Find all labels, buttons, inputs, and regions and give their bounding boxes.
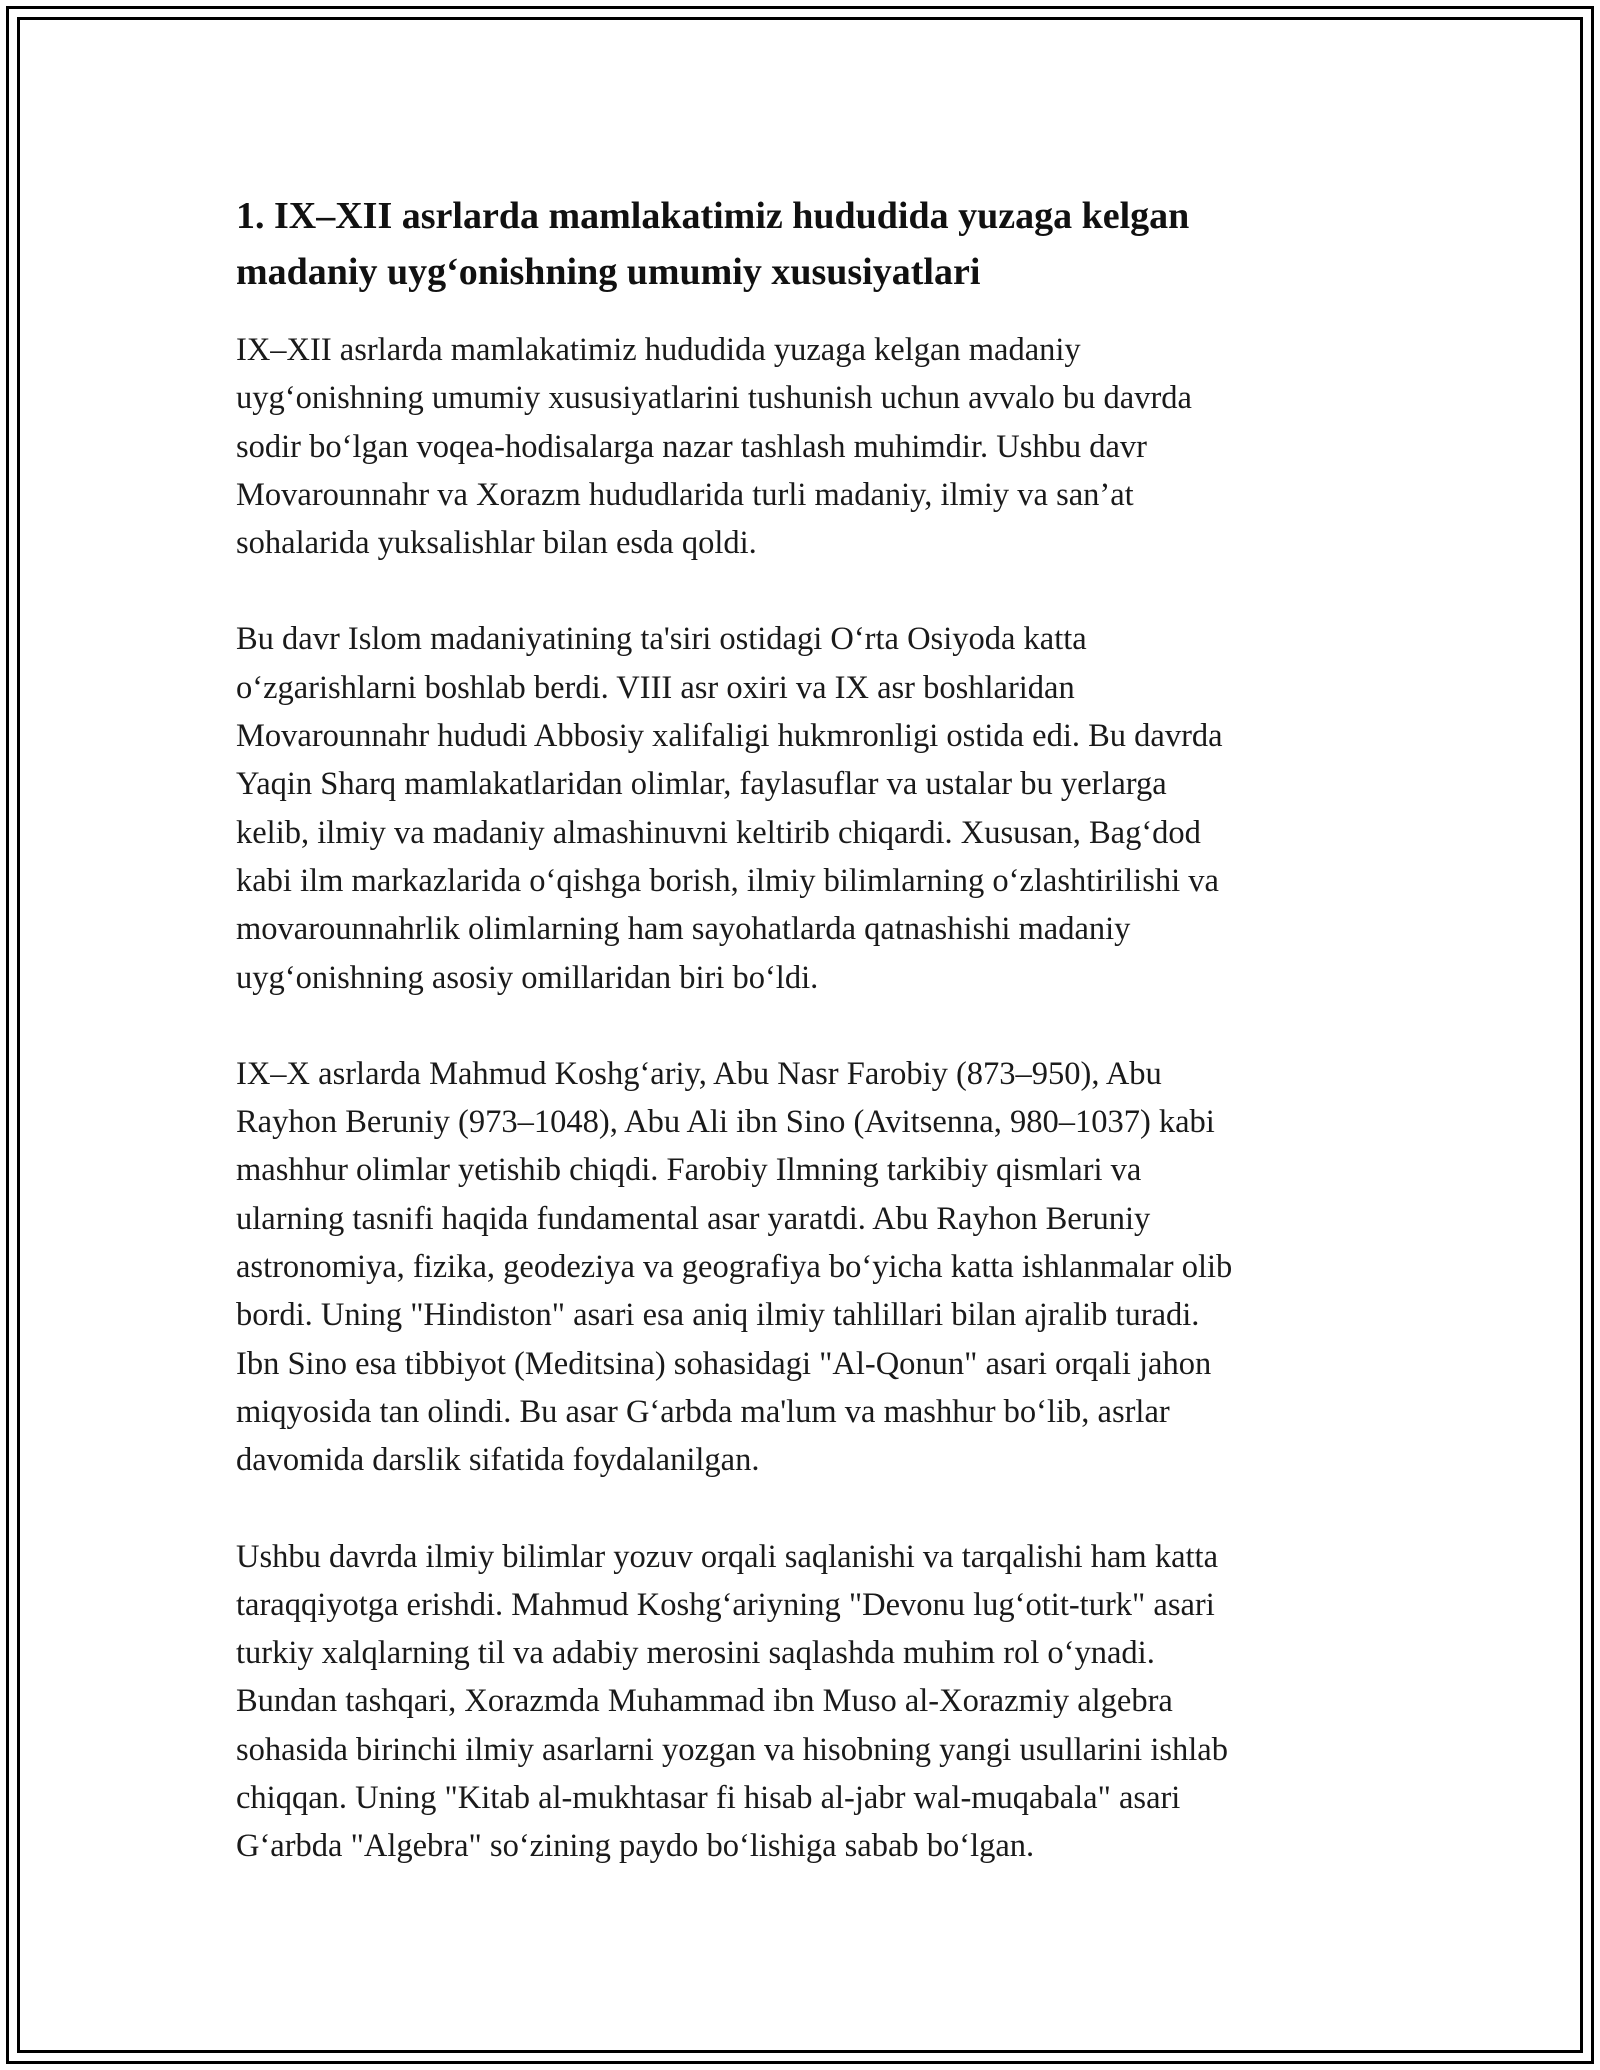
text-line: davomida darslik sifatida foydalanilgan. — [236, 1442, 760, 1479]
text-line: Ushbu davrda ilmiy bilimlar yozuv orqali saqlanishi va tarqalishi ham katta — [236, 1538, 1218, 1575]
text-line: uyg‘onishning umumiy xususiyatlarini tushunish uchun avvalo bu davrda — [236, 380, 1192, 417]
text-line: Movarounnahr hududi Abbosiy xalifaligi hukmronligi ostida edi. Bu davrda — [236, 718, 1223, 755]
document-body — [236, 188, 1376, 1919]
text-line: o‘zgarishlarni boshlab berdi. VIII asr oxiri va IX asr boshlaridan — [236, 669, 1075, 706]
text-line: movarounnahrlik olimlarning ham sayohatlarda qatnashishi madaniy — [236, 911, 1131, 948]
text-line: chiqqan. Uning "Kitab al-mukhtasar fi hisab al-jabr wal-muqabala" asari — [236, 1780, 1181, 1817]
text-line: kelib, ilmiy va madaniy almashinuvni keltirib chiqardi. Xususan, Bag‘dod — [236, 814, 1201, 851]
text-line: Yaqin Sharq mamlakatlaridan olimlar, faylasuflar va ustalar bu yerlarga — [236, 766, 1167, 803]
text-line: mashhur olimlar yetishib chiqdi. Farobiy Ilmning tarkibiy qismlari va — [236, 1152, 1142, 1189]
paragraph-2 — [236, 615, 1376, 1001]
paragraph-3 — [236, 1050, 1376, 1485]
text-line: sodir bo‘lgan voqea-hodisalarga nazar tashlash muhimdir. Ushbu davr — [236, 428, 1147, 465]
text-line: Ibn Sino esa tibbiyot (Meditsina) sohasidagi "Al-Qonun" asari orqali jahon — [236, 1345, 1212, 1382]
text-line: IX–X asrlarda Mahmud Koshg‘ariy, Abu Nasr Farobiy (873–950), Abu — [236, 1055, 1162, 1092]
text-line: Movarounnahr va Xorazm hududlarida turli madaniy, ilmiy va san’at — [236, 476, 1134, 513]
text-line: sohasida birinchi ilmiy asarlarni yozgan va hisobning yangi usullarini ishlab — [236, 1731, 1228, 1768]
text-line: ularning tasnifi haqida fundamental asar yaratdi. Abu Rayhon Beruniy — [236, 1200, 1151, 1237]
text-line: Bu davr Islom madaniyatining ta'siri ostidagi O‘rta Osiyoda katta — [236, 621, 1087, 658]
text-line: sohalarida yuksalishlar bilan esda qoldi. — [236, 525, 757, 562]
text-line: taraqqiyotga erishdi. Mahmud Koshg‘ariyning "Devonu lug‘otit-turk" asari — [236, 1586, 1215, 1623]
section-title: 1. IX–XII asrlarda mamlakatimiz hududida yuzaga kelgan madaniy uyg‘onishning umumiy xususiyatlari — [236, 195, 1190, 293]
text-line: G‘arbda "Algebra" so‘zining paydo bo‘lishiga sabab bo‘lgan. — [236, 1828, 1035, 1865]
paragraph-4 — [236, 1533, 1376, 1871]
text-line: IX–XII asrlarda mamlakatimiz hududida yuzaga kelgan madaniy — [236, 332, 1081, 368]
text-line: Bundan tashqari, Xorazmda Muhammad ibn Muso al-Xorazmiy algebra — [236, 1683, 1173, 1720]
text-line: bordi. Uning "Hindiston" asari esa aniq ilmiy tahlillari bilan ajralib turadi. — [236, 1297, 1200, 1334]
text-line: Rayhon Beruniy (973–1048), Abu Ali ibn Sino (Avitsenna, 980–1037) kabi — [236, 1104, 1215, 1141]
text-line: turkiy xalqlarning til va adabiy merosini saqlashda muhim rol o‘ynadi. — [236, 1635, 1155, 1672]
text-line: miqyosida tan olindi. Bu asar G‘arbda ma'lum va mashhur bo‘lib, asrlar — [236, 1393, 1170, 1430]
text-line: uyg‘onishning asosiy omillaridan biri bo‘ldi. — [236, 959, 819, 996]
text-line: kabi ilm markazlarida o‘qishga borish, ilmiy bilimlarning o‘zlashtirilishi va — [236, 862, 1219, 899]
paragraph-1 — [236, 326, 1376, 567]
text-line: astronomiya, fizika, geodeziya va geografiya bo‘yicha katta ishlanmalar olib — [236, 1249, 1233, 1286]
